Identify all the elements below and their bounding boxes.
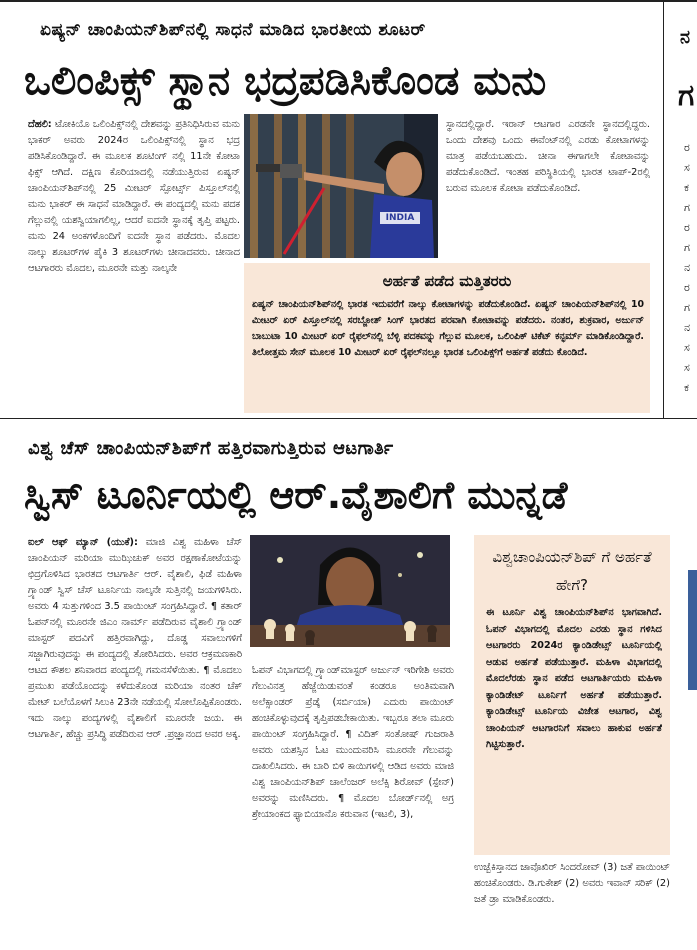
edge-glyph: ಗ: [684, 241, 690, 254]
edge-glyph: ಗ: [684, 301, 690, 314]
edge-glyph-top-1: ನ: [680, 28, 691, 48]
story1-box-body: ಏಷ್ಯನ್ ಚಾಂಪಿಯನ್‌ಶಿಪ್‌ನಲ್ಲಿ ಭಾರತ ಇದುವರೆಗೆ ನಾಲ್ಕು ಕೋಟಾಗಳನ್ನು ಪಡೆದುಕೊಂಡಿದೆ. ಏಷ್ಯನ್ ಚಾಂಪಿಯನ್‌ಶಿಪ್‌ನಲ್ಲಿ 10 ಮೀಟರ್ ಏರ್ ಪಿಸ್ತೂಲ್‌ನಲ್ಲಿ ಸರಬ್ಜೋತ್ ಸಿಂಗ್ ಭಾರತದ ಪರವಾಗಿ ಕೋಟಾವನ್ನು ಪಡೆದರು. ನಂತರ, ಶುಕ್ರವಾರ, ಅರ್ಜುನ್ ಬಾಬುಟಾ 10 ಮೀಟರ್ ಏರ್ ರೈಫಲ್‌ನಲ್ಲಿ ಬೆಳ್ಳಿ ಪದಕವನ್ನು ಗೆಲ್ಲುವ ಮೂಲಕ, ಒಲಿಂಪಿಕ್ ಟಿಕೆಟ್ ಕನ್ಫರ್ಮ್ ಮಾಡಿಕೊಂಡಿದ್ದಾರೆ. ತಿಲೋತ್ತಮ ಸೇನ್ ಮೂಲಕ 10 ಮೀಟರ್ ಏರ್ ರೈಫಲ್‌ನಲ್ಲೂ ಭಾರತ ಒಲಿಂಪಿಕ್ಸ್‌ಗೆ ಅರ್ಹತೆ ಪಡೆದು ಕೊಂಡಿದೆ.: [252, 299, 644, 358]
edge-glyph: ಕ: [684, 181, 689, 194]
column-divider: [663, 2, 664, 418]
shooter-jersey-text: INDIA: [385, 213, 415, 223]
story2-body-right: ಉಜ್ಬೆಕಿಸ್ತಾನದ ಜಾವೊಖಿರ್ ಸಿಂದರೋವ್ (3) ಜತೆ ಪಾಯಿಂಟ್ ಹಂಚಿಕೊಂಡರು. ಡಿ.ಗುಕೇಶ್ (2) ಅವರು ಇವಾನ್ ಸರಿಕ್ (2) ಜತೆ ಡ್ರಾ ಮಾಡಿಕೊಂಡರು.: [474, 862, 670, 905]
story1-kicker: ಏಷ್ಯನ್ ಚಾಂಪಿಯನ್‌ಶಿಪ್‌ನಲ್ಲಿ ಸಾಧನೆ ಮಾಡಿದ ಭಾರತೀಯ ಶೂಟರ್: [40, 20, 426, 40]
story1-headline: ಒಲಿಂಪಿಕ್ಸ್ ಸ್ಥಾನ ಭದ್ರಪಡಿಸಿಕೊಂಡ ಮನು: [24, 58, 547, 104]
chess-photo: [250, 535, 450, 647]
edge-glyph: ಸ: [684, 341, 690, 354]
story2-headline: ಸ್ವಿಸ್ ಟೂರ್ನಿಯಲ್ಲಿ ಆರ್.ವೈಶಾಲಿಗೆ ಮುನ್ನಡೆ: [24, 473, 568, 517]
story2-body-mid: ಓಪನ್ ವಿಭಾಗದಲ್ಲಿ ಗ್ರ್ಯಾಂಡ್‌ಮಾಸ್ಟರ್ ಅರ್ಜುನ್ ಇರಿಗೇಶಿ ಅವರು ಗೆಲುವಿನತ್ತ ಹೆಜ್ಜೆಯಿಡುವಂತೆ ಕಂಡರೂ ಅಂತಿಮವಾಗಿ ಅಲೆಕ್ಸಾಂಡರ್ ಪ್ರೆಡ್ಕೆ (ಸರ್ಬಿಯಾ) ಎದುರು ಪಾಯಿಂಟ್ ಹಂಚಿಕೊಳ್ಳುವುದಕ್ಕೆ ತೃಪ್ತಿಪಡಬೇಕಾಯಿತು. ಇಬ್ಬರೂ ತಲಾ ಮೂರು ಪಾಯಿಂಟ್ ಸಂಗ್ರಹಿಸಿದ್ದಾರೆ. ¶ ವಿದಿತ್ ಸಂತೋಷ್ ಗುಜರಾತಿ ಅವರು ಯಶಸ್ಸಿನ ಓಟ ಮುಂದುವರಿಸಿ ಮೂರನೇ ಗೆಲುವನ್ನು ದಾಖಲಿಸಿದರು. ಈ ಬಾರಿ ಬಿಳಿ ಕಾಯಿಗಳಲ್ಲಿ ಆಡಿದ ಅವರು ಮಾಜಿ ವಿಶ್ವ ಚಾಂಪಿಯನ್‌ಶಿಪ್ ಚಾಲೆಂಜರ್ ಅಲೆಕ್ಸಿ ಶಿರೋವ್ (ಸ್ಪೇನ್) ಅವರನ್ನು ಮಣಿಸಿದರು. ¶ ಮೊದಲ ಬೋರ್ಡ್‌ನಲ್ಲಿ ಅಗ್ರ ಶ್ರೇಯಾಂಕದ ಫ್ಯಾಬಿಯಾನೊ ಕರುವಾನ (ಇಟಲಿ, 3),: [252, 665, 454, 820]
edge-glyph: ಸ: [684, 361, 690, 374]
story1-box-title: ಅರ್ಹತೆ ಪಡೆದ ಮತ್ತಿತರರು: [382, 272, 512, 290]
story1-body-left-text: ಟೋಕಿಯೊ ಒಲಿಂಪಿಕ್ಸ್‌ನಲ್ಲಿ ದೇಶವನ್ನು ಪ್ರತಿನಿಧಿಸಿರುವ ಮನು ಭಾಕರ್ ಅವರು 2024ರ ಒಲಿಂಪಿಕ್ಸ್‌ನಲ್ಲಿ ಸ್ಥಾನ ಭದ್ರ ಪಡಿಸಿಕೊಂಡಿದ್ದಾರೆ. ಈ ಮೂಲಕ ಶೂಟಿಂಗ್ ನಲ್ಲಿ 11ನೇ ಕೋಟಾ ಫಿಕ್ಸ್ ಆಗಿದೆ. ದಕ್ಷಿಣ ಕೊರಿಯಾದಲ್ಲಿ ನಡೆಯುತ್ತಿರುವ ಏಷ್ಯನ್ ಚಾಂಪಿಯನ್‌ಶಿಪ್‌ನಲ್ಲಿ 25 ಮೀಟರ್ ಸ್ಪೋರ್ಟ್ಸ್ ಪಿಸ್ತೂಲ್‌ನಲ್ಲಿ ಮನು ಭಾಕರ್ ಈ ಸಾಧನೆ ಮಾಡಿದ್ದಾರೆ. ಈ ಪಂದ್ಯದಲ್ಲಿ ಮನು ಪದಕ ಗೆಲ್ಲುವಲ್ಲಿ ಯಶಸ್ವಿಯಾಗಲಿಲ್ಲ, ಆದರೆ ಐದನೇ ಸ್ಥಾನಕ್ಕೆ ತೃಪ್ತಿ ಪಟ್ಟರು. ಮನು 24 ಅಂಕಗಳೊಂದಿಗೆ ಐದನೇ ಸ್ಥಾನ ಪಡೆದರು. ಮೊದಲ ನಾಲ್ಕು ಶೂಟರ್‌ಗಳ ಪೈಕಿ 3 ಶೂಟರ್‌ಗಳು ಚೀನಾದವರು. ಚೀನಾದ ಆಟಗಾರರು ಮೊದಲ, ಮೂರನೇ ಮತ್ತು ನಾಲ್ಕನೇ: [28, 119, 240, 274]
story1-dateline: ದೆಹಲಿ:: [28, 119, 52, 130]
story2-body-left-text: ಮಾಜಿ ವಿಶ್ವ ಮಹಿಳಾ ಚೆಸ್ ಚಾಂಪಿಯನ್ ಮರಿಯಾ ಮುಝಿಚುಕ್ ಅವರ ರಕ್ಷಣಾಕೋಟೆಯನ್ನು ಛಿದ್ರಗೊಳಿಸಿದ ಭಾರತದ ಆಟಗಾರ್ತಿ ಆರ್. ವೈಶಾಲಿ, ಫಿಡೆ ಮಹಿಳಾ ಗ್ರ್ಯಾಂಡ್ ಸ್ವಿಸ್ ಚೆಸ್ ಟೂರ್ನಿಯ ನಾಲ್ಕನೇ ಸುತ್ತಿನಲ್ಲಿ ಜಯಗಳಿಸಿರು. ಅವರು 4 ಸುತ್ತುಗಳಿಂದ 3.5 ಪಾಯಿಂಟ್ ಸಂಗ್ರಹಿಸಿದ್ದಾರೆ. ¶ ಕತಾರ್ ಓಪನ್‌ನಲ್ಲಿ ಮೂರನೇ ಜಿಎಂ ನಾರ್ಮ್ ಪಡೆದಿರುವ ವೈಶಾಲಿ ಗ್ರ್ಯಾಂಡ್ ಮಾಸ್ಟರ್ ಪದವಿಗೆ ಹತ್ತಿರವಾಗಿದ್ದು, ದೊಡ್ಡ ಸವಾಲುಗಳಿಗೆ ಸಜ್ಜಾಗಿರುವುದನ್ನು ಈ ಪಂದ್ಯದಲ್ಲಿ ತೋರಿಸಿದರು. ಅವರ ಆಕ್ರಮಣಕಾರಿ ಆಟದ ಕೌಶಲ ಶನಿವಾರದ ಪಂದ್ಯದಲ್ಲಿ ಗಮನಸೆಳೆಯಿತು. ¶ ಮೊದಲು ಪ್ರಮುಖ ಪಡೆಯೊಂದನ್ನು ಕಳೆದುಕೊಂಡ ಮರಿಯಾ ನಂತರ ಚೆಕ್ ಮೇಟ್ ಬಲೆಯೊಳಗೆ ಸಿಲುಕಿ 23ನೇ ನಡೆಯಲ್ಲಿ ಸೋಲೊಪ್ಪಿಕೊಂಡರು. ಇದು ನಾಲ್ಕು ಪಂದ್ಯಗಳಲ್ಲಿ ವೈಶಾಲಿಗೆ ಮೂರನೇ ಜಯ. ಈ ಆಟಗಾರ್ತಿ, ಹೆಚ್ಚು ಪ್ರಸಿದ್ಧಿ ಪಡೆದಿರುವ ಆರ್ .ಪ್ರಜ್ಞಾನಂದ ಅವರ ಅಕ್ಕ.: [28, 537, 242, 740]
story1-infobox: [244, 263, 650, 413]
story2-dateline: ಐಲ್ ಆಫ್ ಮ್ಯಾನ್ (ಯುಕೆ):: [28, 537, 138, 548]
edge-glyph: ಕ: [684, 381, 689, 394]
edge-column: [670, 20, 697, 415]
edge-side-text: [684, 138, 697, 398]
edge-glyph: ಗ: [684, 201, 690, 214]
story2-box-title: ವಿಶ್ವಚಾಂಪಿಯನ್‌ಶಿಪ್‌ ಗೆ ಅರ್ಹತೆ ಹೇಗೆ?: [492, 548, 652, 594]
story2-kicker: ವಿಶ್ವ ಚೆಸ್ ಚಾಂಪಿಯನ್‌ಶಿಪ್‌ಗೆ ಹತ್ತಿರವಾಗುತ್ತಿರುವ ಆಟಗಾರ್ತಿ: [28, 438, 394, 459]
story2-infobox: [474, 535, 670, 855]
edge-glyph: ನ: [684, 321, 691, 334]
edge-photo-sliver: [688, 570, 697, 690]
edge-glyph: ರ: [684, 281, 690, 294]
story2-body-left: [28, 535, 242, 933]
edge-glyph: ರ: [684, 221, 690, 234]
edge-glyph: ನ: [684, 261, 691, 274]
story1-body-right: ಸ್ಥಾನದಲ್ಲಿದ್ದಾರೆ. ಇರಾನ್ ಆಟಗಾರ ಎರಡನೇ ಸ್ಥಾನದಲ್ಲಿದ್ದರು. ಒಂದು ದೇಶವು ಒಂದು ಈವೆಂಟ್‌ನಲ್ಲಿ ಎರಡು ಕೋಟಾಗಳನ್ನು ಮಾತ್ರ ಪಡೆಯಬಹುದು. ಚೀನಾ ಈಗಾಗಲೇ ಕೋಟಾವನ್ನು ಪಡೆದುಕೊಂಡಿದೆ. ಇಂತಹ ಪರಿಸ್ಥಿತಿಯಲ್ಲಿ ಭಾರತ ಟಾಪ್-2ರಲ್ಲಿ ಬರುವ ಮೂಲಕ ಕೋಟಾ ಪಡೆದುಕೊಂಡಿದೆ.: [446, 119, 650, 194]
story1-body-left: [28, 117, 240, 413]
top-rule: [0, 0, 697, 2]
edge-glyph-top-2: ಗ: [678, 78, 695, 113]
story2-box-body: ಈ ಟೂರ್ನಿ ವಿಶ್ವ ಚಾಂಪಿಯನ್‌ಶಿಪ್‌ನ ಭಾಗವಾಗಿದೆ. ಓಪನ್ ವಿಭಾಗದಲ್ಲಿ ಮೊದಲ ಎರಡು ಸ್ಥಾನ ಗಳಿಸಿದ ಆಟಗಾರರು 2024ರ ಕ್ಯಾಂಡಿಡೇಟ್ಸ್ ಟೂರ್ನಿಯಲ್ಲಿ ಆಡುವ ಅರ್ಹತೆ ಪಡೆಯುತ್ತಾರೆ. ಮಹಿಳಾ ವಿಭಾಗದಲ್ಲಿ ಮೊದಲೆರಡು ಸ್ಥಾನ ಪಡೆದ ಆಟಗಾರ್ತಿಯರು ಮಹಿಳಾ ಕ್ಯಾಂಡಿಡೇಟ್ ಟೂರ್ನಿಗೆ ಅರ್ಹತೆ ಪಡೆಯುತ್ತಾರೆ. ಕ್ಯಾಂಡಿಡೇಟ್ಸ್ ಟೂರ್ನಿಯ ವಿಜೇತ ಆಟಗಾರ, ವಿಶ್ವ ಚಾಂಪಿಯನ್ ಆಟಗಾರನಿಗೆ ಸವಾಲು ಹಾಕುವ ಅರ್ಹತೆ ಗಿಟ್ಟಿಸುತ್ತಾರೆ.: [486, 607, 662, 750]
edge-glyph: ಸ: [684, 161, 690, 174]
edge-glyph: ರ: [684, 141, 690, 154]
section-divider: [0, 418, 697, 419]
shooter-photo: [244, 114, 438, 258]
